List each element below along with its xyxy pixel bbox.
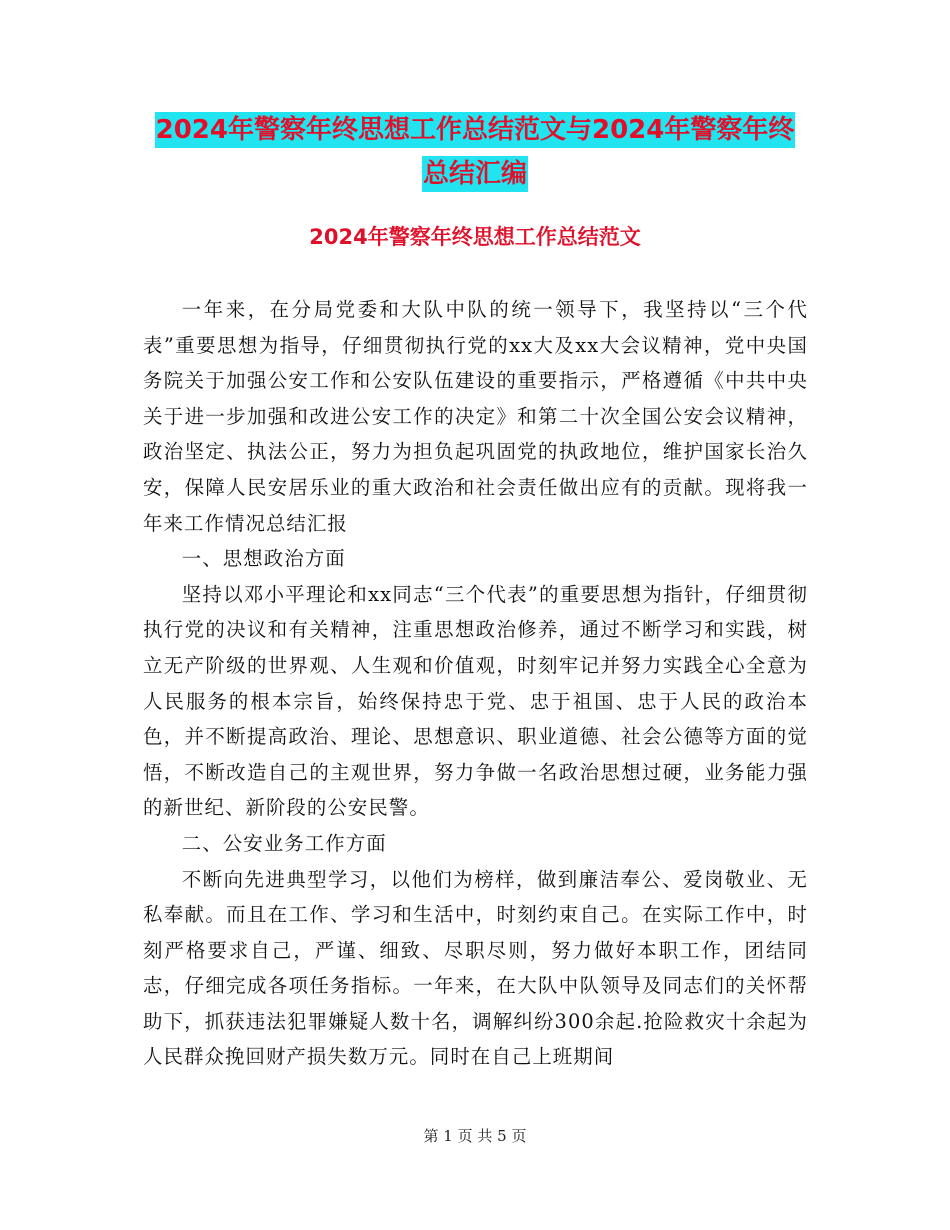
document-title-text-2: 总结汇编 bbox=[422, 156, 528, 192]
heading-political-thought: 一、思想政治方面 bbox=[181, 547, 346, 571]
paragraph-intro: 一年来，在分局党委和大队中队的统一领导下，我坚持以“三个代表”重要思想为指导，仔细贯彻执行党的xx大及xx大会议精神，党中央国务院关于加强公安工作和公安队伍建设的重要指示，严格遵循《中共中央关于进一步加强和改进公安工作的决定》和第二十次全国公安会议精神，政治坚定、执法公正，努力为担负起巩固党的执政地位，维护国家长治久安，保障人民安居乐业的重大政治和社会责任做出应有的贡献。现将我一年来工作情况总结汇报 bbox=[143, 298, 808, 535]
document-title-line-2 bbox=[0, 159, 950, 189]
paragraph-political-thought: 坚持以邓小平理论和xx同志“三个代表”的重要思想为指针，仔细贯彻执行党的决议和有关精神，注重思想政治修养，通过不断学习和实践，树立无产阶级的世界观、人生观和价值观，时刻牢记并努力实践全心全意为人民服务的根本宗旨，始终保持忠于党、忠于祖国、忠于人民的政治本色，并不断提高政治、理论、思想意识、职业道德、社会公德等方面的觉悟，不断改造自己的主观世界，努力争做一名政治思想过硬，业务能力强的新世纪、新阶段的公安民警。 bbox=[143, 582, 808, 820]
document-title-text-1: 2024年警察年终思想工作总结范文与2024年警察年终 bbox=[155, 112, 796, 148]
document-body bbox=[143, 292, 808, 1075]
heading-police-work: 二、公安业务工作方面 bbox=[181, 831, 387, 855]
page-footer: 第 1 页 共 5 页 bbox=[423, 1127, 527, 1145]
section-title: 2024年警察年终思想工作总结范文 bbox=[309, 225, 641, 249]
paragraph-police-work: 不断向先进典型学习，以他们为榜样，做到廉洁奉公、爱岗敬业、无私奉献。而且在工作、学习和生活中，时刻约束自己。在实际工作中，时刻严格要求自己，严谨、细致、尽职尽则，努力做好本职工作，团结同志，仔细完成各项任务指标。一年来，在大队中队领导及同志们的关怀帮助下，抓获违法犯罪嫌疑人数十名，调解纠纷300余起.抢险救灾十余起为人民群众挽回财产损失数万元。同时在自己上班期间 bbox=[143, 867, 808, 1069]
document-title-line-1 bbox=[0, 115, 950, 145]
